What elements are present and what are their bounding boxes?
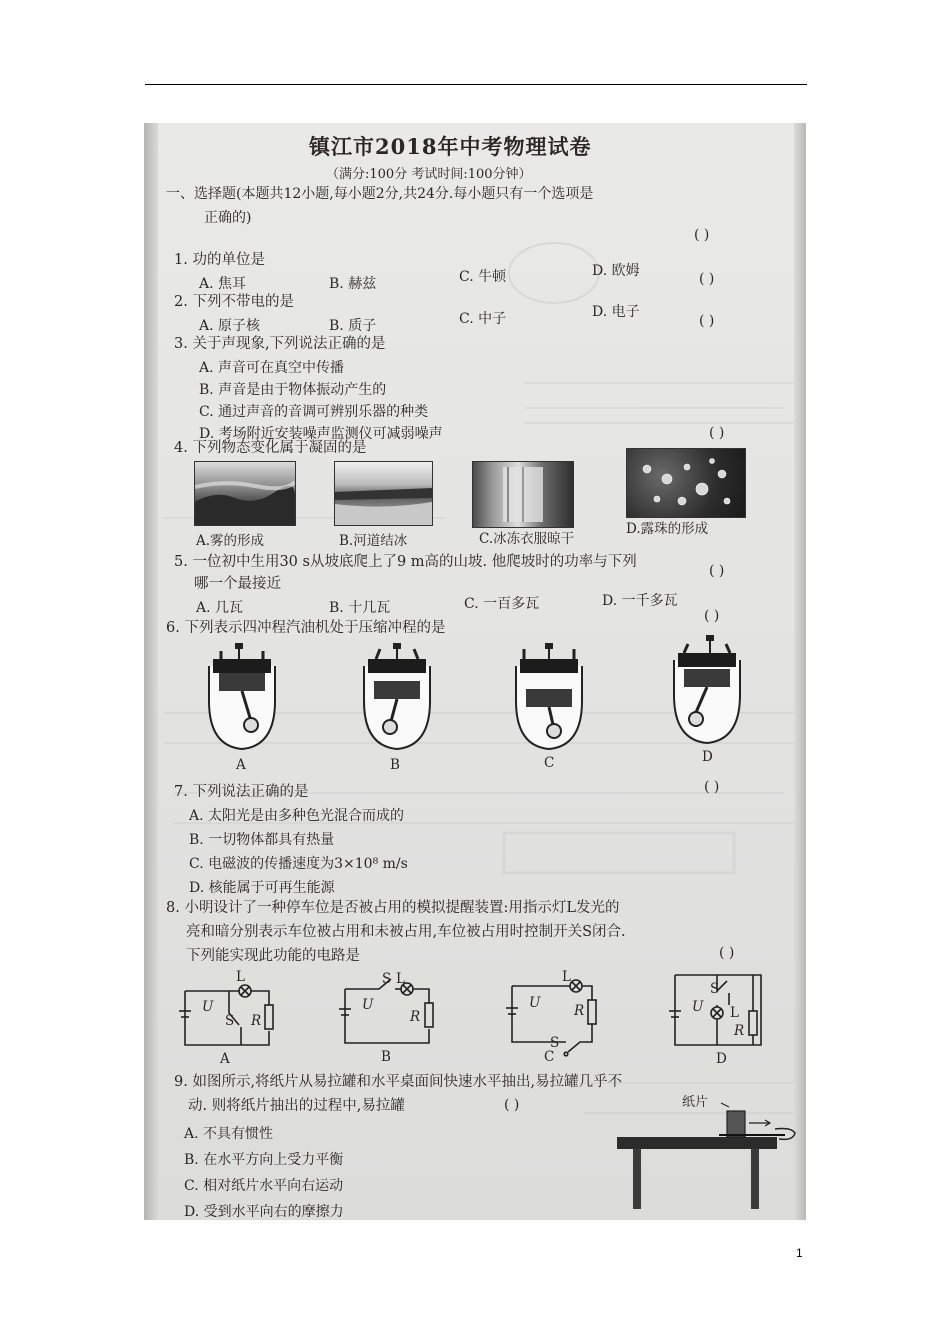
q9-line2: 动. 则将纸片抽出的过程中,易拉罐 <box>188 1098 405 1114</box>
q9-option-d: D. 受到水平向右的摩擦力 <box>184 1204 344 1220</box>
header-rule <box>145 84 807 85</box>
q2-option-a: A. 原子核 <box>199 318 261 334</box>
q9-line1: 9. 如图所示,将纸片从易拉罐和水平桌面间快速水平抽出,易拉罐几乎不 <box>174 1074 623 1090</box>
q8-line1: 8. 小明设计了一种停车位是否被占用的模拟提醒装置:用指示灯L发光的 <box>166 900 620 916</box>
q5-line2: 哪一个最接近 <box>194 576 281 592</box>
circuit-b-r-label: R <box>410 1009 421 1025</box>
q1-stem: 1. 功的单位是 <box>174 252 265 268</box>
q6-label-d: D <box>702 749 713 765</box>
q3-option-a: A. 声音可在真空中传播 <box>199 360 345 376</box>
q6-label-a: A <box>236 757 246 773</box>
q4-answer-paren: ( ) <box>709 425 725 441</box>
q4-caption-d: D.露珠的形成 <box>626 521 709 537</box>
circuit-c-r-label: R <box>574 1003 585 1019</box>
q6-label-c: C <box>544 755 555 771</box>
q1-answer-paren: ( ) <box>694 227 710 243</box>
circuit-c-l-label: L <box>562 969 571 985</box>
engine-diagram-a <box>199 641 285 756</box>
q5-line1: 5. 一位初中生用30 s从坡底爬上了9 m高的山坡. 他爬坡时的功率与下列 <box>174 554 637 570</box>
circuit-a-s-label: S <box>225 1013 235 1029</box>
circuit-b-s-label: S <box>382 971 392 987</box>
q8-line2: 亮和暗分别表示车位被占用和未被占用,车位被占用时控制开关S闭合. <box>186 924 626 940</box>
q6-stem: 6. 下列表示四冲程汽油机处于压缩冲程的是 <box>166 620 446 636</box>
figure-label-paper: 纸片 <box>682 1095 709 1110</box>
q8-answer-paren: ( ) <box>719 945 735 961</box>
exam-subtitle: （满分:100分 考试时间:100分钟） <box>326 167 532 182</box>
q7-option-c: C. 电磁波的传播速度为3×10⁸ m/s <box>189 856 408 872</box>
q6-answer-paren: ( ) <box>704 608 720 624</box>
q7-stem: 7. 下列说法正确的是 <box>174 784 309 800</box>
q5-option-a: A. 几瓦 <box>196 600 244 616</box>
circuit-a-u-label: U <box>202 999 214 1015</box>
q8-label-d: D <box>716 1051 727 1067</box>
section-heading-cont: 正确的) <box>204 210 252 226</box>
circuit-diagram-b <box>339 969 474 1049</box>
q5-answer-paren: ( ) <box>709 563 725 579</box>
engine-diagram-b <box>354 641 440 756</box>
circuit-a-l-label: L <box>236 969 245 985</box>
q5-option-d: D. 一千多瓦 <box>602 593 678 609</box>
q3-option-d: D. 考场附近安装噪声监测仪可减弱噪声 <box>199 426 443 442</box>
q2-option-b: B. 质子 <box>329 318 377 334</box>
q1-option-d: D. 欧姆 <box>592 263 640 279</box>
exam-title: 镇江市2018年中考物理试卷 <box>309 134 592 159</box>
circuit-diagram-a <box>179 971 314 1051</box>
q1-option-c: C. 牛顿 <box>459 269 507 285</box>
section-heading: 一、选择题(本题共12小题,每小题2分,共24分.每小题只有一个选项是 <box>166 186 594 202</box>
page-number: 1 <box>796 1246 803 1260</box>
can-on-table-figure <box>609 1093 799 1213</box>
q8-label-b: B <box>381 1049 391 1065</box>
circuit-a-r-label: R <box>251 1013 262 1029</box>
q3-stem: 3. 关于声现象,下列说法正确的是 <box>174 336 386 352</box>
q8-line3: 下列能实现此功能的电路是 <box>186 948 360 964</box>
q8-label-a: A <box>220 1051 230 1067</box>
q7-option-a: A. 太阳光是由多种色光混合而成的 <box>189 808 405 824</box>
circuit-c-u-label: U <box>529 995 541 1011</box>
q9-answer-paren: ( ) <box>504 1097 520 1113</box>
frozen-clothes-photo <box>472 461 574 528</box>
q2-answer-paren: ( ) <box>699 271 715 287</box>
q9-option-b: B. 在水平方向上受力平衡 <box>184 1152 344 1168</box>
q6-label-b: B <box>390 757 400 773</box>
q2-stem: 2. 下列不带电的是 <box>174 294 294 310</box>
q7-answer-paren: ( ) <box>704 779 720 795</box>
circuit-d-s-label: S <box>710 981 720 997</box>
q8-label-c: C <box>544 1049 555 1065</box>
fog-photo <box>194 461 296 526</box>
q4-stem: 4. 下列物态变化属于凝固的是 <box>174 440 367 456</box>
q1-option-b: B. 赫兹 <box>329 276 377 292</box>
circuit-b-u-label: U <box>362 997 374 1013</box>
q4-caption-a: A.雾的形成 <box>196 533 265 549</box>
q9-option-a: A. 不具有惯性 <box>184 1126 274 1142</box>
q5-option-c: C. 一百多瓦 <box>464 596 540 612</box>
q3-answer-paren: ( ) <box>699 313 715 329</box>
q2-option-d: D. 电子 <box>592 304 640 320</box>
circuit-d-l-label: L <box>730 1005 739 1021</box>
engine-diagram-c <box>506 641 592 756</box>
q7-option-d: D. 核能属于可再生能源 <box>189 880 335 896</box>
engine-diagram-d <box>664 635 750 750</box>
q4-caption-c: C.冰冻衣服晾干 <box>479 531 575 547</box>
circuit-c-s-label: S <box>550 1035 560 1051</box>
dew-drops-photo <box>626 448 746 518</box>
circuit-d-u-label: U <box>692 999 704 1015</box>
circuit-d-r-label: R <box>734 1023 745 1039</box>
q3-option-b: B. 声音是由于物体振动产生的 <box>199 382 387 398</box>
q9-option-c: C. 相对纸片水平向右运动 <box>184 1178 344 1194</box>
q7-option-b: B. 一切物体都具有热量 <box>189 832 335 848</box>
q4-caption-b: B.河道结冰 <box>339 533 408 549</box>
q2-option-c: C. 中子 <box>459 311 507 327</box>
q3-option-c: C. 通过声音的音调可辨别乐器的种类 <box>199 404 429 420</box>
exam-photo <box>144 123 806 1220</box>
q1-option-a: A. 焦耳 <box>199 276 247 292</box>
frozen-river-photo <box>334 461 433 526</box>
q5-option-b: B. 十几瓦 <box>329 600 391 616</box>
circuit-b-l-label: L <box>396 971 405 987</box>
